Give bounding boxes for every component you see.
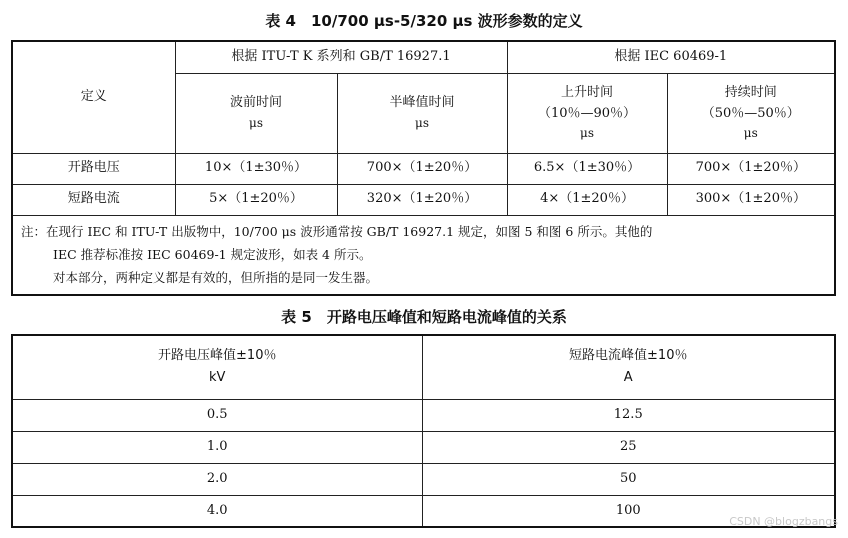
col-half-label: 半峰值时间 xyxy=(389,95,455,111)
table-cell: 2.0 xyxy=(12,463,422,495)
table-cell: 25 xyxy=(422,431,835,463)
col2-header xyxy=(422,335,835,399)
col-front-label: 波前时间 xyxy=(229,95,282,111)
col-half-header xyxy=(337,73,507,153)
col2-label: 短路电流峰值±10％ xyxy=(569,348,688,363)
col-rise-unit: μs xyxy=(580,125,594,140)
col-front-unit: μs xyxy=(249,115,263,130)
row-name: 开路电压 xyxy=(12,153,175,184)
watermark: CSDN @blogzbangs xyxy=(729,515,838,528)
row-name: 短路电流 xyxy=(12,184,175,215)
col-rise-header xyxy=(507,73,667,153)
table-cell: 320×（1±20％） xyxy=(337,184,507,215)
table-row xyxy=(12,463,835,495)
table-cell: 1.0 xyxy=(12,431,422,463)
col-front-header xyxy=(175,73,337,153)
table-cell: 4×（1±20％） xyxy=(507,184,667,215)
definition-header: 定义 xyxy=(12,41,175,153)
note-line-3: 对本部分，两种定义都是有效的，但所指的是同一发生器。 xyxy=(53,269,379,285)
table-cell: 4.0 xyxy=(12,495,422,527)
col-dur-range: （50％—50％） xyxy=(701,105,800,121)
col1-unit: kV xyxy=(209,370,226,386)
col1-header xyxy=(12,335,422,399)
table5-title: 表 5 开路电压峰值和短路电流峰值的关系 xyxy=(281,308,567,326)
col1-label: 开路电压峰值±10％ xyxy=(158,348,277,363)
table-cell: 50 xyxy=(422,463,835,495)
table-cell: 12.5 xyxy=(422,399,835,431)
col-dur-label: 持续时间 xyxy=(724,85,777,101)
table-row xyxy=(12,153,835,184)
table-row xyxy=(12,495,835,527)
table-cell: 100 xyxy=(422,495,835,527)
group-itu-header: 根据 ITU-T K 系列和 GB/T 16927.1 xyxy=(175,41,507,73)
table-cell: 700×（1±20％） xyxy=(667,153,835,184)
col-half-unit: μs xyxy=(415,115,429,130)
table-cell: 700×（1±20％） xyxy=(337,153,507,184)
table-cell: 300×（1±20％） xyxy=(667,184,835,215)
table-row xyxy=(12,184,835,215)
col-dur-header xyxy=(667,73,835,153)
col-rise-range: （10％—90％） xyxy=(537,105,637,121)
table4-title: 表 4 10/700 μs-5/320 μs 波形参数的定义 xyxy=(265,12,583,30)
table-cell: 10×（1±30％） xyxy=(175,153,337,184)
table-cell: 0.5 xyxy=(12,399,422,431)
table4-note xyxy=(12,215,835,295)
col2-unit: A xyxy=(623,370,633,386)
table-cell: 6.5×（1±30％） xyxy=(507,153,667,184)
table-row xyxy=(12,431,835,463)
table4 xyxy=(11,40,836,296)
col-rise-label: 上升时间 xyxy=(561,85,614,101)
col-dur-unit: μs xyxy=(743,125,758,140)
table-row xyxy=(12,399,835,431)
table-cell: 5×（1±20％） xyxy=(175,184,337,215)
table5 xyxy=(11,334,836,528)
note-line-2: IEC 推荐标准按 IEC 60469-1 规定波形，如表 4 所示。 xyxy=(53,246,372,262)
note-line-1: 注：在现行 IEC 和 ITU-T 出版物中，10/700 μs 波形通常按 GB/T 16927.1 规定，如图 5 和图 6 所示。其他的 xyxy=(21,223,653,239)
group-iec-header: 根据 IEC 60469-1 xyxy=(507,41,835,73)
